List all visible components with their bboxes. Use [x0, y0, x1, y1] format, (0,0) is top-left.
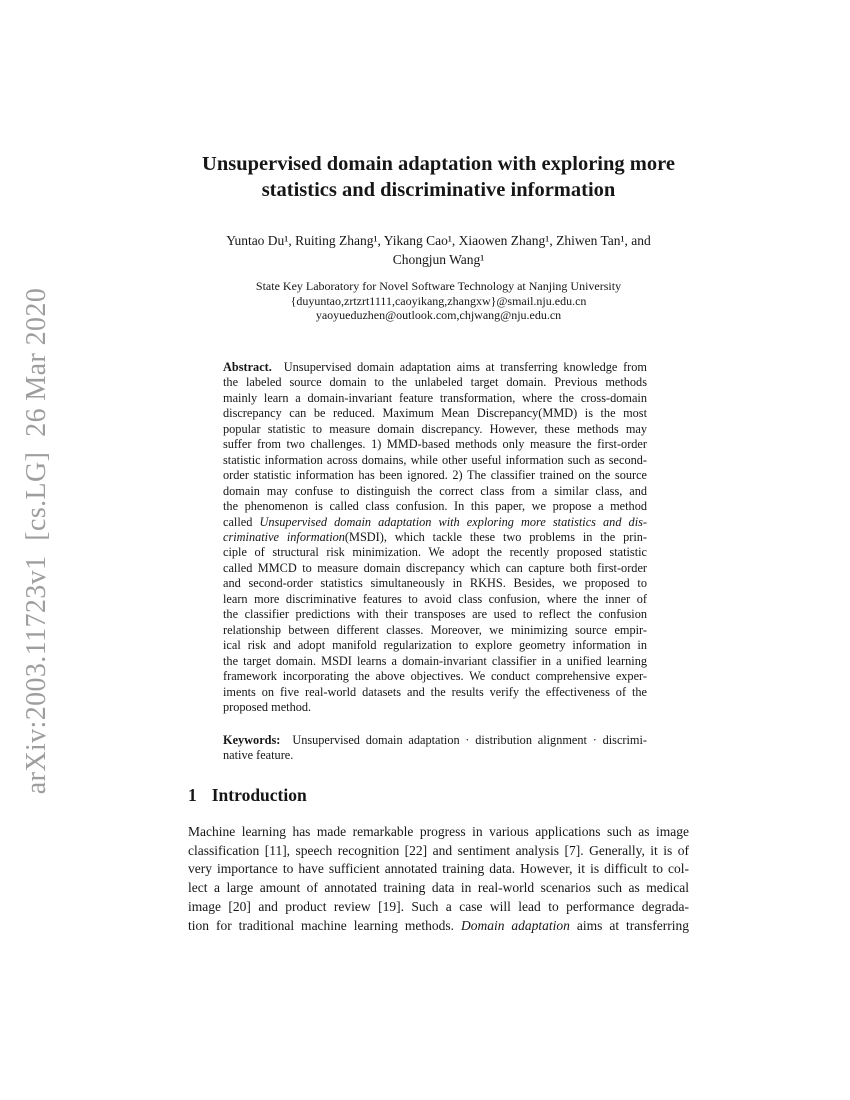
text-line: discrepancy can be reduced. Maximum Mean Discrepancy(MMD) is the most: [223, 406, 647, 421]
text-line: the target domain. MSDI learns a domain-invariant classifier in a unified learning: [223, 653, 647, 668]
text-line: very importance to have sufficient annotated training data. However, it is difficult to col-: [188, 861, 689, 877]
section-heading: [188, 785, 689, 805]
abstract: [223, 360, 647, 715]
text-line: Chongjun Wang¹: [392, 251, 485, 267]
text-line: Abstract. Unsupervised domain adaptation aims at transferring knowledge from: [223, 360, 647, 374]
text-line: criminative information(MSDI), which tackle these two problems in the prin-: [223, 529, 647, 544]
text-line: the phenomenon is called class confusion. In this paper, we propose a method: [223, 499, 647, 514]
text-line: lect a large amount of annotated training data in real-world scenarios such as medical: [188, 880, 689, 896]
text-line: called Unsupervised domain adaptation with exploring more statistics and dis-: [223, 514, 647, 529]
text-line: {duyuntao,zrtzrt1111,caoyikang,zhangxw}@smail.nju.edu.cn: [290, 293, 587, 308]
text-line: Machine learning has made remarkable progress in various applications such as image: [188, 824, 689, 839]
paper-title: [188, 151, 689, 203]
text-line: the classifier predictions with their transposes are used to reflect the confusion: [223, 607, 647, 622]
text-line: suffer from two challenges. 1) MMD-based methods only measure the first-order: [223, 437, 647, 452]
text-line: classification [11], speech recognition [22] and sentiment analysis [7]. Generally, it is of: [188, 842, 689, 858]
text-line: relationship between different classes. Moreover, we minimizing source empir-: [223, 622, 647, 637]
text-line: Yuntao Du¹, Ruiting Zhang¹, Yikang Cao¹, Xiaowen Zhang¹, Zhiwen Tan¹, and: [226, 233, 651, 248]
text-line: yaoyueduzhen@outlook.com,chjwang@nju.edu.cn: [315, 308, 562, 323]
text-line: image [20] and product review [19]. Such a case will lead to performance degrada-: [188, 898, 689, 914]
affiliation: [188, 279, 689, 323]
text-line: ical risk and adopt manifold regularization to explore geometry information in: [223, 638, 647, 653]
section-number: 1: [188, 785, 197, 805]
text-line: popular statistic to measure domain discrepancy. However, these methods may: [223, 421, 647, 436]
text-line: and second-order statistics simultaneously in RKHS. Besides, we proposed to: [223, 576, 647, 591]
text-line: tion for traditional machine learning methods. Domain adaptation aims at transferring: [188, 917, 689, 933]
keywords: [223, 733, 647, 764]
text-line: domain may confuse to distinguish the correct class from a similar class, and: [223, 483, 647, 498]
text-line: the labeled source domain to the unlabeled target domain. Previous methods: [223, 375, 647, 390]
text-line: order statistic information has been ignored. 2) The classifier trained on the source: [223, 468, 647, 483]
text-line: Keywords: Unsupervised domain adaptation · distribution alignment · discrimi-: [223, 733, 647, 747]
text-line: State Key Laboratory for Novel Software Technology at Nanjing University: [255, 279, 622, 293]
text-line: native feature.: [223, 748, 294, 763]
text-line: ciple of structural risk minimization. We adopt the recently proposed statistic: [223, 545, 647, 560]
author-list: [188, 232, 689, 269]
introduction-paragraph: [188, 823, 689, 935]
text-line: statistic information across domains, while other useful information such as second-: [223, 452, 647, 467]
text-line: statistics and discriminative information: [261, 179, 616, 201]
text-line: iments on five real-world datasets and the results verify the effectiveness of the: [223, 684, 647, 699]
text-line: learn more discriminative features to avoid class confusion, where the inner of: [223, 591, 647, 606]
text-line: Unsupervised domain adaptation with exploring more: [202, 153, 675, 175]
section-title: Introduction: [211, 785, 307, 805]
text-line: proposed method.: [223, 699, 312, 714]
arxiv-watermark: arXiv:2003.11723v1 [cs.LG] 26 Mar 2020: [21, 287, 52, 795]
text-line: mainly learn a domain-invariant feature transformation, where the cross-domain: [223, 390, 647, 405]
text-line: framework incorporating the above objectives. We conduct comprehensive exper-: [223, 669, 647, 684]
text-line: called MMCD to measure domain discrepancy which can capture both first-order: [223, 560, 647, 575]
